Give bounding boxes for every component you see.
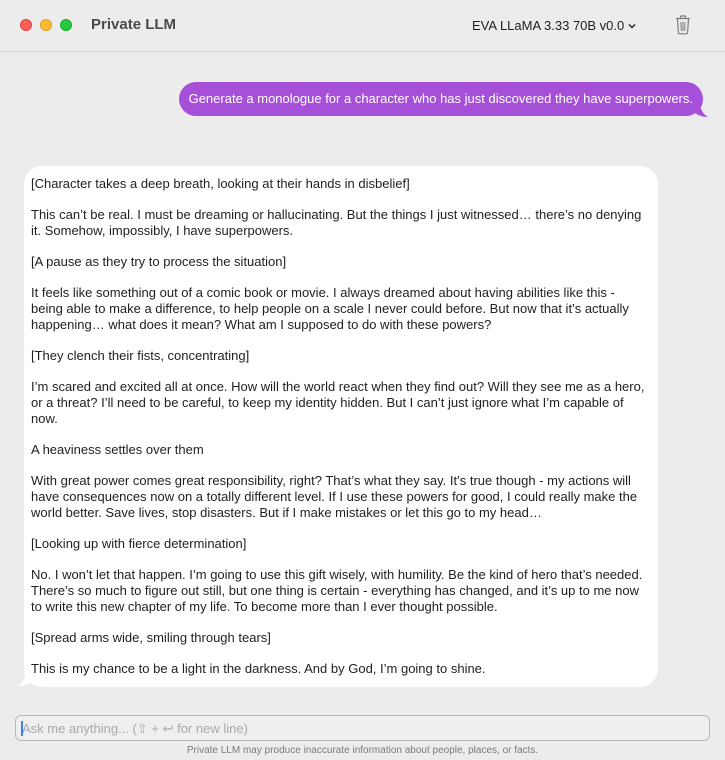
message-paragraph: [A pause as they try to process the situation] [31, 254, 287, 269]
user-message: Generate a monologue for a character who has just discovered they have superpowers. [179, 82, 703, 116]
app-title: Private LLM [91, 16, 177, 33]
disclaimer-text: Private LLM may produce inaccurate information about people, places, or facts. [186, 745, 539, 756]
message-paragraph: With great power comes great responsibility, right? That’s what they say. It’s true though - my actions will have consequences now on a totally different level. If I use these powers for good, I could really make the world better. Save lives, stop disasters. But if I make mistakes or let this go to my head… [31, 473, 638, 520]
message-paragraph: [Spread arms wide, smiling through tears] [31, 630, 271, 645]
assistant-message [24, 166, 658, 687]
message-paragraph: This is my chance to be a light in the darkness. And by God, I’m going to shine. [31, 661, 486, 676]
model-name: EVA LLaMA 3.33 70B v0.0 [472, 18, 625, 33]
title-bar [0, 0, 725, 52]
message-input[interactable] [16, 716, 709, 740]
zoom-button[interactable] [60, 19, 72, 31]
message-input-container[interactable] [15, 715, 710, 741]
chevron-down-icon [628, 22, 636, 30]
trash-icon[interactable] [674, 15, 692, 35]
message-paragraph: [Character takes a deep breath, looking at their hands in disbelief] [31, 176, 410, 191]
text-caret [21, 721, 23, 736]
model-selector[interactable] [472, 18, 636, 33]
message-paragraph: No. I won’t let that happen. I’m going to use this gift wisely, with humility. Be the kind of hero that’s needed. There’s so much to figure out still, but one thing is certain - everything has changed, and it’s up to me now to write this new chapter of my life. To become more than I ever thought possible. [31, 567, 643, 614]
message-paragraph: [Looking up with fierce determination] [31, 536, 247, 551]
message-paragraph: [They clench their fists, concentrating] [31, 348, 250, 363]
close-button[interactable] [20, 19, 32, 31]
message-paragraph: I’m scared and excited all at once. How will the world react when they find out? Will they see me as a hero, or a threat? I’ll need to be careful, to keep my identity hidden. But I can’t just ignore what I’m capable of now. [31, 379, 645, 426]
chat-transcript[interactable] [0, 53, 725, 708]
minimize-button[interactable] [40, 19, 52, 31]
message-paragraph: This can’t be real. I must be dreaming or hallucinating. But the things I just witnessed… there’s no denying it. Somehow, impossibly, I have superpowers. [31, 207, 642, 238]
message-paragraph: A heaviness settles over them [31, 442, 204, 457]
message-paragraph: It feels like something out of a comic book or movie. I always dreamed about having abilities like this - being able to make a difference, to help people on a scale I never could before. But now that it’s actually happening… what does it mean? What am I supposed to do with these powers? [31, 285, 629, 332]
